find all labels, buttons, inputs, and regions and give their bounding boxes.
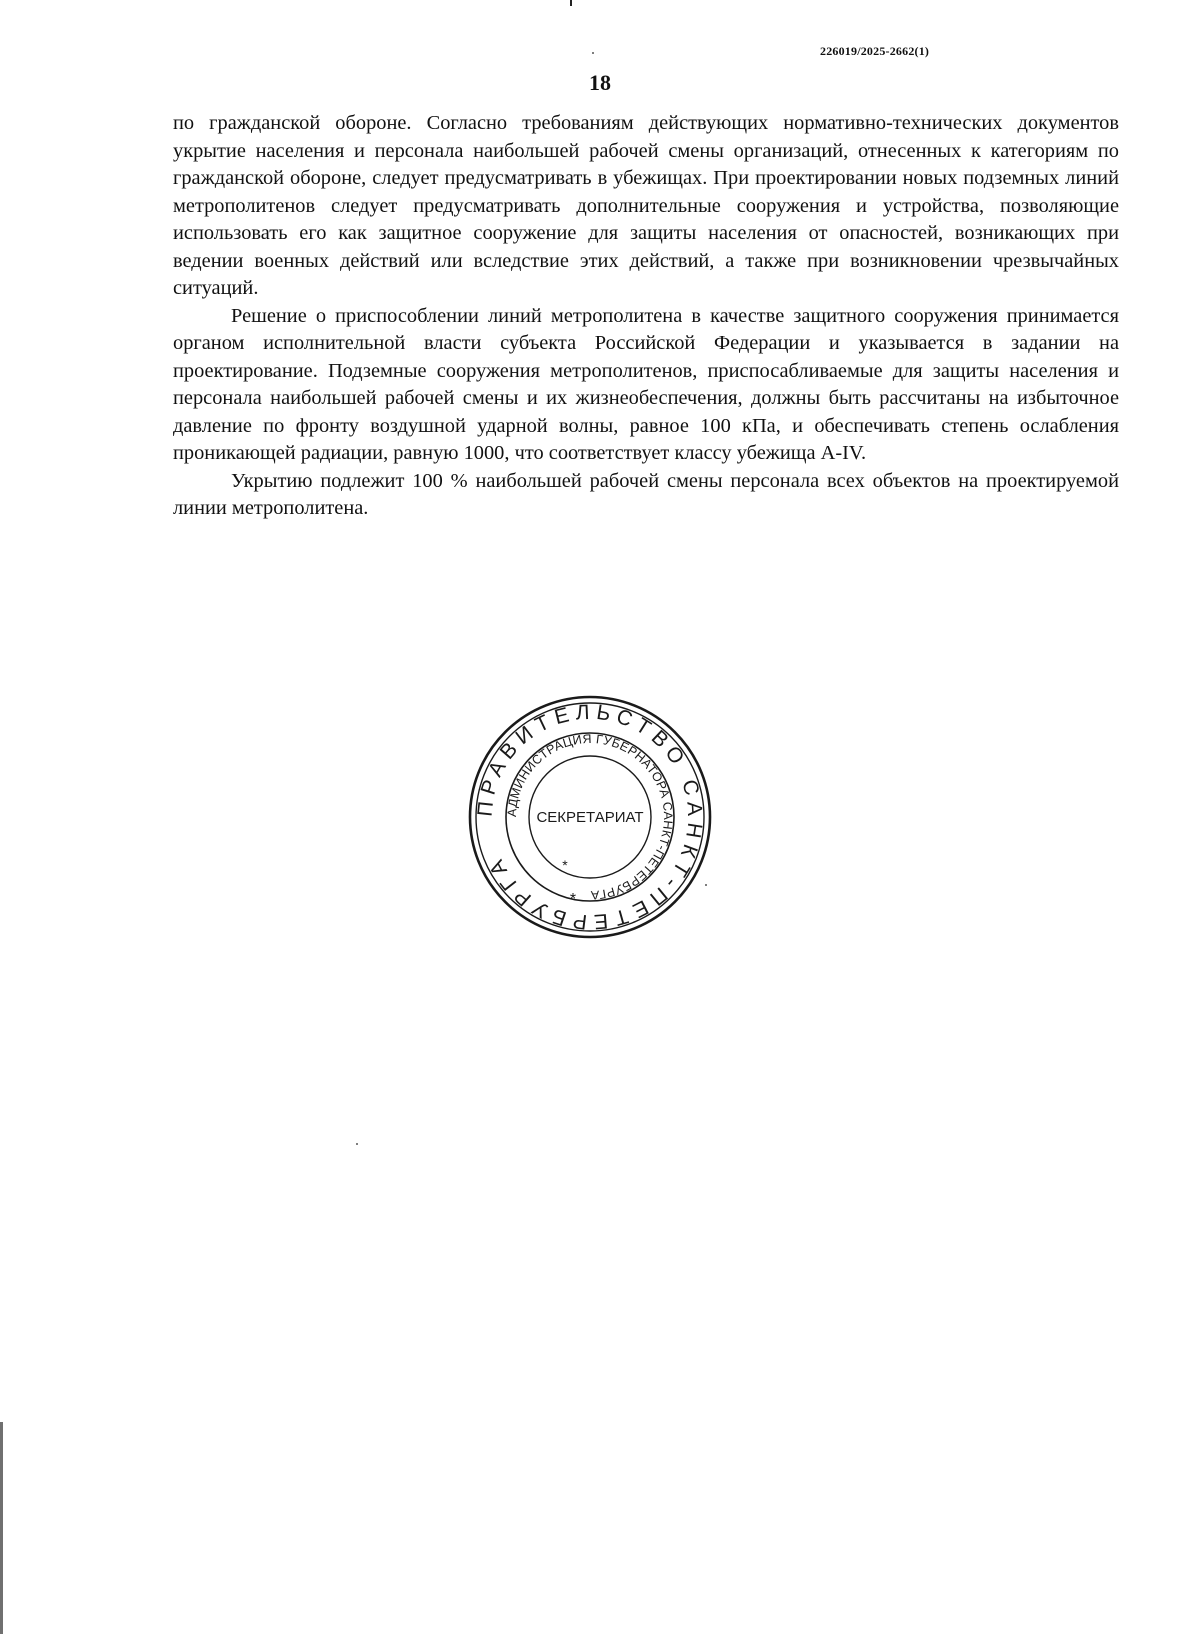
paragraph: Укрытию подлежит 100 % наибольшей рабочей смены персонала всех объектов на проектируемой линии метрополитена. <box>173 469 1119 519</box>
scan-speck <box>592 52 594 54</box>
page-number: 18 <box>589 70 611 95</box>
paragraph: Решение о приспособлении линий метрополитена в качестве защитного сооружения принимается органом исполнительной власти субъекта Российской Федерации и указывается в задании на проектирование. Подземные сооружения метрополитенов, приспосабливаемые для защиты населения и персонала наибольшей рабочей смены и их жизнеобеспечения, должны быть рассчитаны на избыточное давление по фронту воздушной ударной волны, равное 100 кПа, и обеспечивать степень ослабления проникающей радиации, равную 1000, что соответствует классу убежища А-IV. <box>173 304 1119 464</box>
seal-center-text: СЕКРЕТАРИАТ <box>536 809 644 826</box>
seal-star-icon: * <box>562 857 568 873</box>
seal-star-icon: * <box>569 891 577 908</box>
paragraph: по гражданской обороне. Согласно требованиям действующих нормативно-технических документов укрытие населения и персонала наибольшей рабочей смены организаций, отнесенных к категориям по гражданской обороне, следует предусматривать в убежищах. При проектировании новых подземных линий метрополитенов следует предусматривать дополнительные сооружения и устройства, позволяющие использовать его как защитное сооружение для защиты населения от опасностей, возникающих при ведении военных действий или вследствие этих действий, а также при возникновении чрезвычайных ситуаций. <box>173 112 1119 299</box>
scan-edge-mark-top <box>570 0 572 6</box>
scan-speck <box>356 1143 358 1145</box>
document-registration-number: 226019/2025-2662(1) <box>820 44 930 58</box>
document-body <box>173 110 1119 523</box>
scan-edge-mark-left <box>0 1422 3 1634</box>
seal-inner-text: АДМИНИСТРАЦИЯ ГУБЕРНАТОРА САНКТ-ПЕТЕРБУРГА <box>504 731 676 903</box>
official-seal-stamp <box>467 694 713 940</box>
seal-outer-text: ПРАВИТЕЛЬСТВО САНКТ-ПЕТЕРБУРГА <box>473 700 707 934</box>
